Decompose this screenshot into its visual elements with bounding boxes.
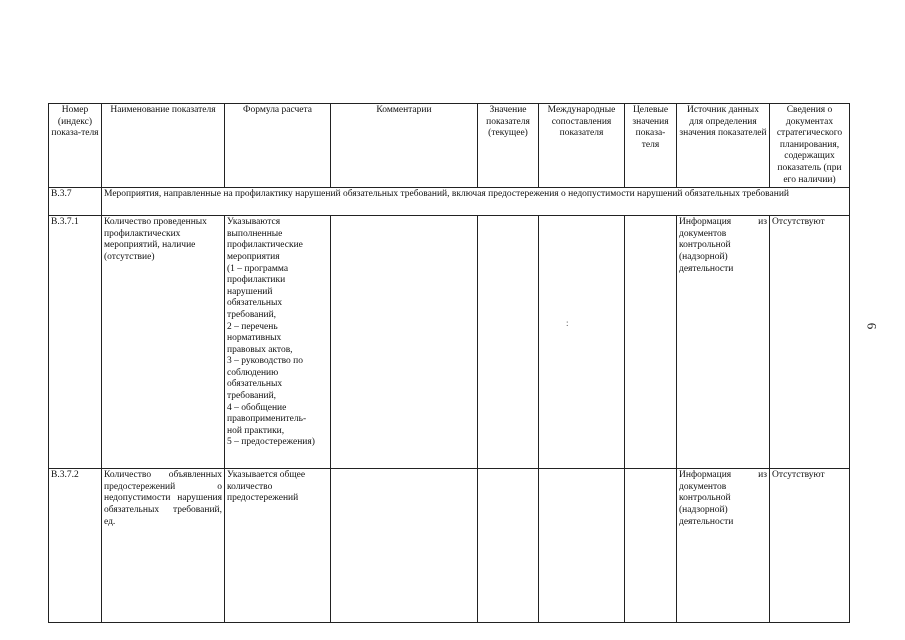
- row-current-value: [478, 469, 539, 623]
- formula-line: требований,: [227, 309, 277, 320]
- section-title: Мероприятия, направленные на профилактику нарушений обязательных требований, включая предостережения о недопустимости нарушений обязательных требований: [102, 188, 850, 216]
- row-source: Информация из документов контрольной (надзорной) деятельности: [677, 216, 770, 469]
- formula-line: Указывается общее: [227, 470, 306, 481]
- formula-line: 2 – перечень: [227, 321, 278, 332]
- row-documents: Отсутствуют: [770, 469, 850, 623]
- row-target: [625, 216, 677, 469]
- row-comment: [331, 216, 478, 469]
- table-row: [49, 469, 850, 623]
- row-source: Информация из документов контрольной (надзорной) деятельности: [677, 469, 770, 623]
- section-row: [49, 188, 850, 216]
- header-cell-name: Наименование показателя: [102, 104, 225, 188]
- row-current-value: [478, 216, 539, 469]
- row-target: [625, 469, 677, 623]
- section-code: В.3.7: [49, 188, 102, 216]
- header-cell-comments: Комментарии: [331, 104, 478, 188]
- formula-line: требований,: [227, 391, 277, 402]
- formula-line: количество: [227, 481, 273, 492]
- row-formula: [225, 216, 331, 469]
- formula-line: профилактики: [227, 275, 286, 286]
- header-cell-index: Номер (индекс) показа-теля: [49, 104, 102, 188]
- page-number: 6: [864, 322, 880, 330]
- formula-line: правовых актов,: [227, 344, 293, 355]
- row-name: Количество проведенных профилактических мероприятий, наличие (отсутствие): [102, 216, 225, 469]
- header-cell-target: Целевые значения показа-теля: [625, 104, 677, 188]
- scan-speck: :: [566, 318, 569, 328]
- row-international: [539, 469, 625, 623]
- indicators-table: [48, 103, 850, 623]
- formula-line: соблюдению: [227, 367, 279, 378]
- formula-line: профилактические: [227, 240, 303, 251]
- header-cell-formula: Формула расчета: [225, 104, 331, 188]
- header-cell-documents: Сведения о документах стратегического планирования, содержащих показатель (при его наличии): [770, 104, 850, 188]
- row-name: Количество объявленных предостережений о недопустимости нарушения обязательных требований, ед.: [102, 469, 225, 623]
- row-formula: [225, 469, 331, 623]
- formula-line: мероприятия: [227, 251, 280, 262]
- row-code: В.3.7.2: [49, 469, 102, 623]
- formula-line: выполненные: [227, 228, 283, 239]
- formula-line: 5 – предостережения): [227, 437, 315, 448]
- table-row: [49, 216, 850, 469]
- formula-line: правоприменитель-: [227, 414, 307, 425]
- formula-line: нарушений: [227, 286, 273, 297]
- row-code: В.3.7.1: [49, 216, 102, 469]
- formula-line: 3 – руководство по: [227, 356, 303, 367]
- header-cell-source: Источник данных для определения значения показателей: [677, 104, 770, 188]
- formula-line: обязательных: [227, 379, 283, 390]
- formula-line: обязательных: [227, 298, 283, 309]
- formula-line: 4 – обобщение: [227, 402, 287, 413]
- formula-line: (1 – программа: [227, 263, 289, 274]
- row-international: [539, 216, 625, 469]
- row-comment: [331, 469, 478, 623]
- formula-line: Указываются: [227, 217, 281, 228]
- formula-line: ной практики,: [227, 425, 285, 436]
- header-cell-current-value: Значение показателя (текущее): [478, 104, 539, 188]
- row-documents: Отсутствуют: [770, 216, 850, 469]
- formula-line: предостережений: [227, 493, 299, 504]
- header-cell-international: Международные сопоставления показателя: [539, 104, 625, 188]
- table-header-row: [49, 104, 850, 188]
- formula-line: нормативных: [227, 333, 282, 344]
